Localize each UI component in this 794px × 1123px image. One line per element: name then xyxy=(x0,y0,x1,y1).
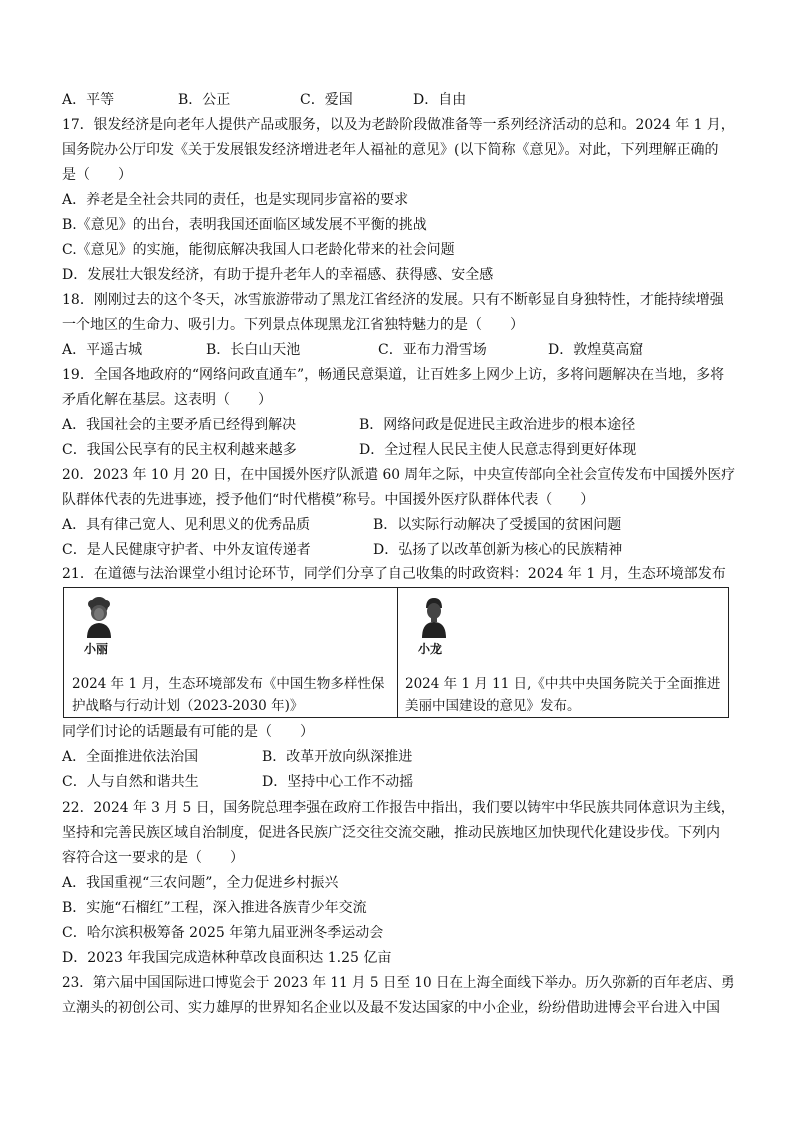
q21-question: 同学们讨论的话题最有可能的是（ ） xyxy=(62,724,314,740)
q17-option-a: A．养老是全社会共同的责任，也是实现同步富裕的要求 xyxy=(62,192,409,208)
q20-stem-line: 20．2023 年 10 月 20 日，在中国援外医疗队派遣 60 周年之际，中央宣传部向全社会宣传发布中国援外医疗 xyxy=(62,467,736,483)
q19-option-c: C．我国公民享有的民主权利越来越多 xyxy=(62,442,297,458)
q22-option-d: D．2023 年我国完成造林种草改良面积达 1.25 亿亩 xyxy=(62,950,392,966)
q22-stem-line: 容符合这一要求的是（ ） xyxy=(62,850,244,866)
q17-option-c: C.《意见》的实施，能彻底解决我国人口老龄化带来的社会问题 xyxy=(62,242,455,258)
q19-stem-line: 19．全国各地政府的“网络问政直通车”，畅通民意渠道，让百姓多上网少上访，多将问题解决在当地，多将 xyxy=(62,367,725,383)
q22-option-b: B．实施“石榴红”工程，深入推进各族青少年交流 xyxy=(62,900,367,916)
q20-option-d: D．弘扬了以改革创新为核心的民族精神 xyxy=(373,542,623,558)
q21-option-c: C．人与自然和谐共生 xyxy=(62,774,199,790)
q18-option-c: C．亚布力滑雪场 xyxy=(378,342,487,358)
q16-option-c: C．爱国 xyxy=(300,92,353,108)
q21-material-table xyxy=(63,587,729,718)
q19-stem-line: 矛盾化解在基层。这表明（ ） xyxy=(62,392,272,408)
q23-stem-line: 立潮头的初创公司、实力雄厚的世界知名企业以及最不发达国家的中小企业，纷纷借助进博会平台进入中国 xyxy=(62,1000,720,1016)
q16-option-b: B．公正 xyxy=(178,92,231,108)
right-cell-text: 2024 年 1 月 11 日,《中共中央国务院关于全面推进 xyxy=(405,676,721,692)
q20-stem-line: 队群体代表的先进事迹，授予他们“时代楷模”称号。中国援外医疗队群体代表（ ） xyxy=(62,492,595,508)
q16-option-a: A．平等 xyxy=(62,92,115,108)
q16-option-d: D．自由 xyxy=(413,92,467,108)
q22-option-c: C．哈尔滨积极筹备 2025 年第九届亚洲冬季运动会 xyxy=(62,925,384,941)
table-divider xyxy=(397,588,398,717)
q21-option-a: A．全面推进依法治国 xyxy=(62,749,199,765)
q18-option-d: D．敦煌莫高窟 xyxy=(548,342,644,358)
q18-stem-line: 18．刚刚过去的这个冬天，冰雪旅游带动了黑龙江省经济的发展。只有不断彰显自身独特性，才能持续增强 xyxy=(62,292,724,308)
q18-option-b: B．长白山天池 xyxy=(206,342,301,358)
q21-option-b: B．改革开放向纵深推进 xyxy=(262,749,413,765)
left-cell-text: 护战略与行动计划（2023-2030 年)》 xyxy=(72,698,304,714)
q19-option-a: A．我国社会的主要矛盾已经得到解决 xyxy=(62,417,297,433)
q21-option-d: D．坚持中心工作不动摇 xyxy=(262,774,414,790)
q20-option-c: C．是人民健康守护者、中外友谊传递者 xyxy=(62,542,311,558)
q23-stem-line: 23．第六届中国国际进口博览会于 2023 年 11 月 5 日至 10 日在上海全面线下举办。历久弥新的百年老店、勇 xyxy=(62,975,735,991)
q22-option-a: A．我国重视“三农问题”，全力促进乡村振兴 xyxy=(62,875,339,891)
q18-stem-line: 一个地区的生命力、吸引力。下列景点体现黑龙江省独特魅力的是（ ） xyxy=(62,317,524,333)
avatar-name-xiaoli: 小丽 xyxy=(84,642,109,656)
left-cell-text: 2024 年 1 月，生态环境部发布《中国生物多样性保 xyxy=(72,676,385,692)
q17-option-d: D．发展壮大银发经济，有助于提升老年人的幸福感、获得感、安全感 xyxy=(62,267,494,283)
q20-option-a: A．具有律己宽人、见利思义的优秀品质 xyxy=(62,517,311,533)
q22-stem-line: 22．2024 年 3 月 5 日，国务院总理李强在政府工作报告中指出，我们要以铸牢中华民族共同体意识为主线， xyxy=(62,800,735,816)
q17-stem-line: 是（ ） xyxy=(62,167,132,183)
q17-stem-line: 国务院办公厅印发《关于发展银发经济增进老年人福祉的意见》(以下简称《意见》。对此，下列理解正确的 xyxy=(62,142,719,158)
q21-stem-line: 21．在道德与法治课堂小组讨论环节，同学们分享了自己收集的时政资料：2024 年 1 月，生态环境部发布 xyxy=(62,566,726,582)
q19-option-d: D．全过程人民民主使人民意志得到更好体现 xyxy=(359,442,637,458)
avatar-name-xiaolong: 小龙 xyxy=(418,642,443,656)
boy-avatar-icon xyxy=(419,596,449,638)
q17-option-b: B.《意见》的出台，表明我国还面临区域发展不平衡的挑战 xyxy=(62,217,427,233)
right-cell-text: 美丽中国建设的意见》发布。 xyxy=(405,698,581,714)
q17-stem-line: 17．银发经济是向老年人提供产品或服务，以及为老龄阶段做准备等一系列经济活动的总和。2024 年 1 月， xyxy=(62,117,735,133)
girl-avatar-icon xyxy=(82,596,116,638)
q20-option-b: B．以实际行动解决了受援国的贫困问题 xyxy=(373,517,622,533)
q22-stem-line: 坚持和完善民族区域自治制度，促进各民族广泛交往交流交融，推动民族地区加快现代化建设步伐。下列内 xyxy=(62,825,720,841)
q19-option-b: B．网络问政是促进民主政治进步的根本途径 xyxy=(359,417,636,433)
q18-option-a: A．平遥古城 xyxy=(62,342,143,358)
